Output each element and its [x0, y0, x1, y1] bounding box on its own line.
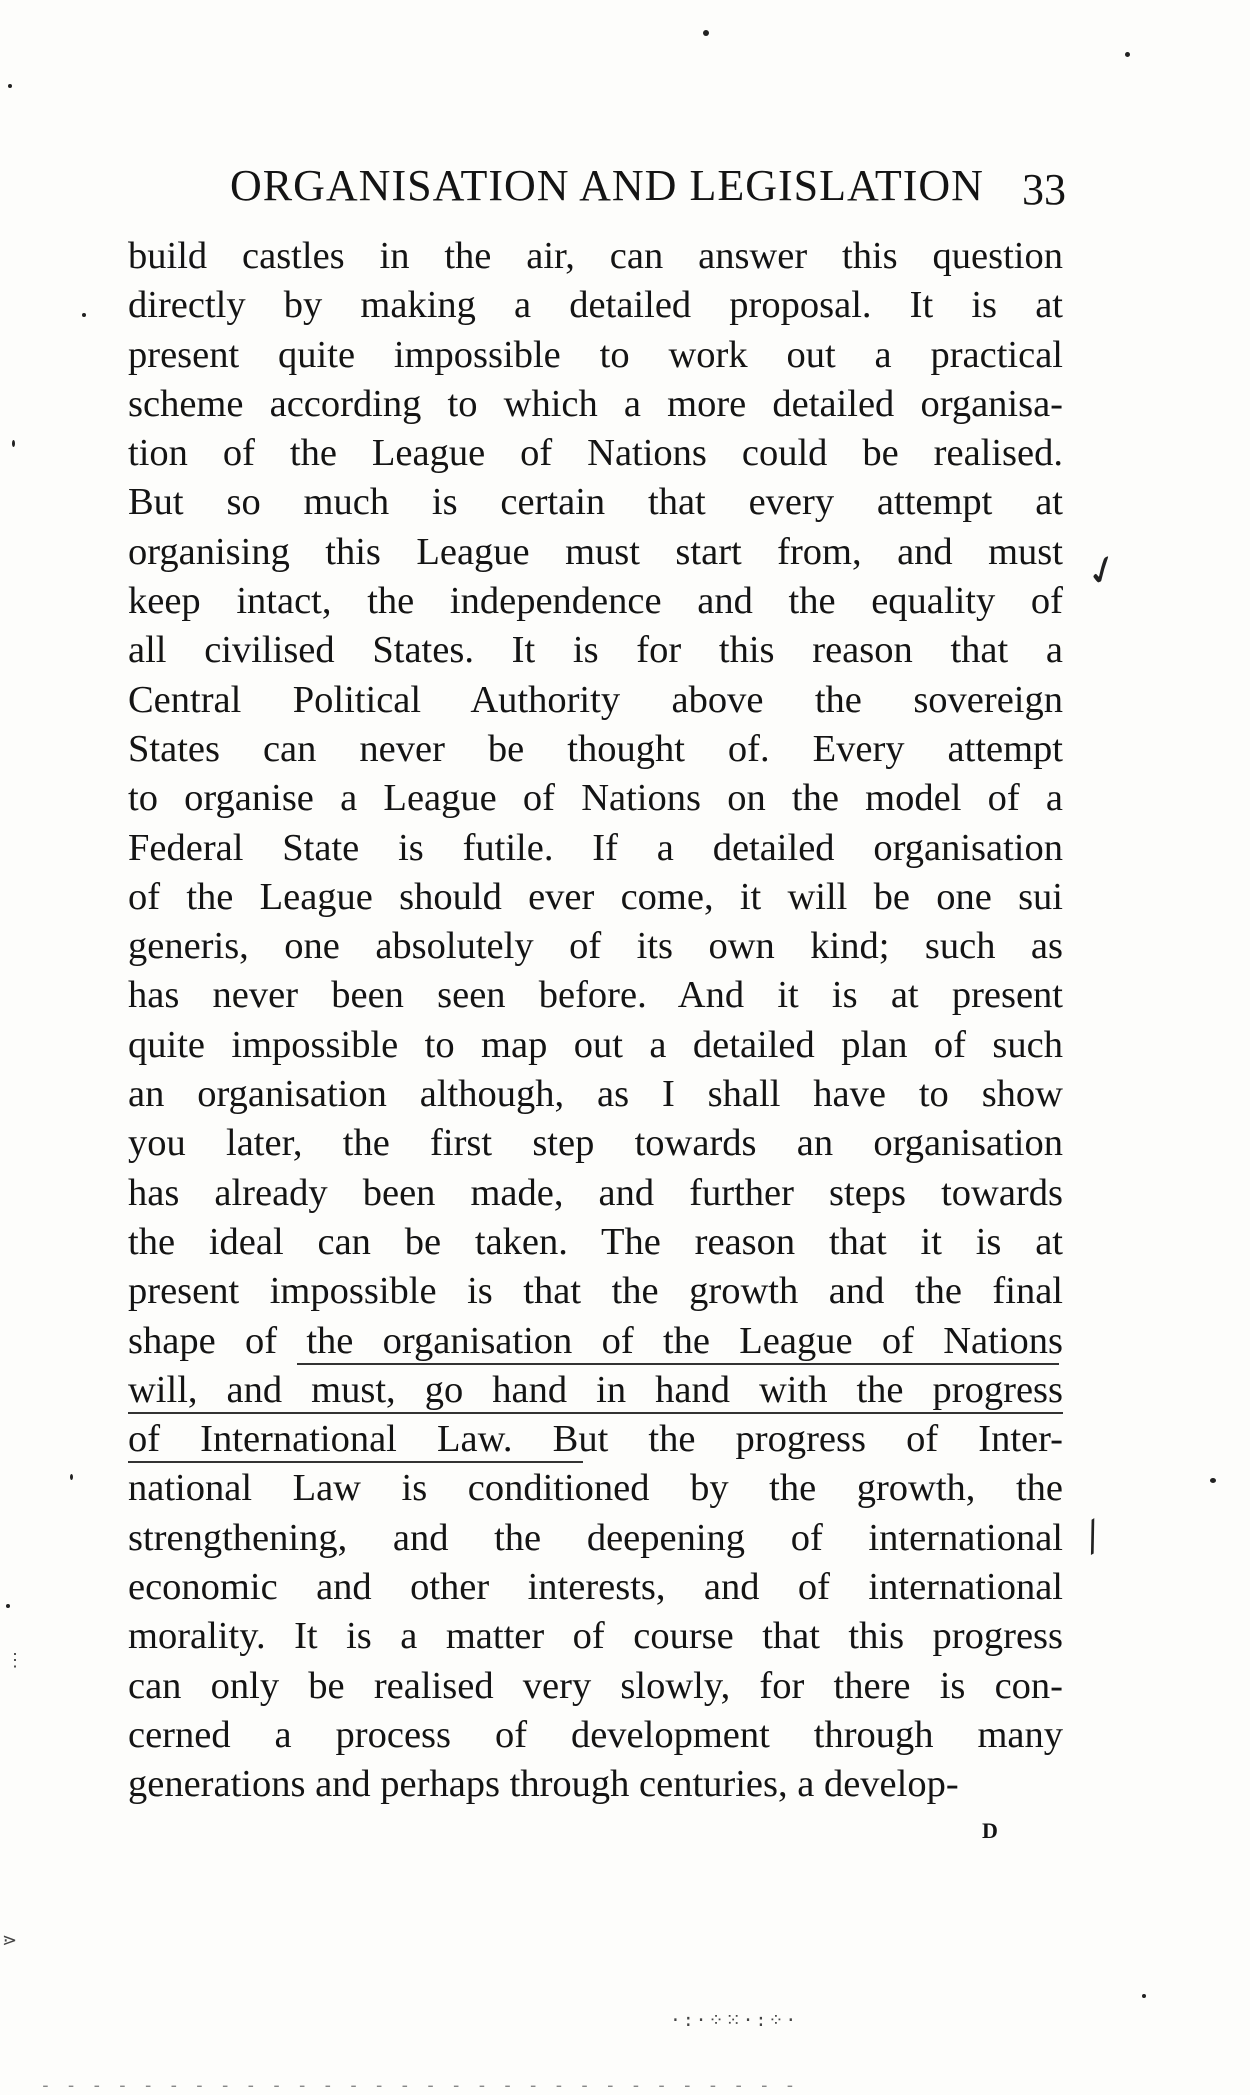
scan-speck [703, 30, 709, 36]
text-line: of International Law. But the progress of Inter- [128, 1418, 1063, 1461]
text-line: generis, one absolutely of its own kind; such as [128, 925, 1063, 968]
text-line: scheme according to which a more detailed organisa- [128, 382, 1063, 425]
text-line: you later, the first step towards an organisation [128, 1122, 1063, 1165]
running-title: ORGANISATION AND LEGISLATION [230, 161, 984, 210]
text-line: can only be realised very slowly, for there is con- [128, 1664, 1063, 1707]
text-line: present impossible is that the growth and the final [128, 1270, 1063, 1313]
scan-speck [1210, 1478, 1216, 1483]
text-line: an organisation although, as I shall have to show [128, 1073, 1063, 1116]
page-number: 33 [1022, 165, 1066, 214]
scan-speck [82, 313, 86, 317]
text-line: present quite impossible to work out a practical [128, 333, 1063, 376]
text-line: directly by making a detailed proposal. It is at [128, 284, 1063, 327]
scan-noise: ⋗ [2, 1930, 20, 1951]
text-line: Federal State is futile. If a detailed organisation [128, 826, 1063, 869]
scan-speck [12, 440, 15, 447]
scan-speck [6, 1604, 10, 1608]
pencil-underline [297, 1363, 1059, 1365]
text-line: national Law is conditioned by the growth, the [128, 1467, 1063, 1510]
scan-speck [1142, 1994, 1146, 1998]
text-line: Central Political Authority above the sovereign [128, 678, 1063, 721]
text-line: tion of the League of Nations could be realised. [128, 432, 1063, 475]
text-line: all civilised States. It is for this reason that a [128, 629, 1063, 672]
text-line: of the League should ever come, it will be one sui [128, 875, 1063, 918]
text-line: the ideal can be taken. The reason that it is at [128, 1220, 1063, 1263]
text-line: States can never be thought of. Every attempt [128, 727, 1063, 770]
text-line: build castles in the air, can answer this question [128, 235, 1063, 277]
scan-noise: ·:·⁘⁙·:⁘· [670, 2010, 799, 2031]
text-line: cerned a process of development through many [128, 1713, 1063, 1756]
check-mark-icon: ✓ [1079, 543, 1127, 599]
text-line: strengthening, and the deepening of international [128, 1516, 1063, 1559]
scan-speck [70, 1474, 73, 1480]
text-line: shape of the organisation of the League of Nations [128, 1319, 1063, 1362]
text-line: will, and must, go hand in hand with the progress [128, 1368, 1063, 1411]
pencil-underline [128, 1461, 583, 1463]
text-line: organising this League must start from, and must [128, 530, 1063, 573]
text-line: morality. It is a matter of course that this progress [128, 1615, 1063, 1658]
text-line: But so much is certain that every attempt at [128, 481, 1063, 524]
text-line: keep intact, the independence and the equality of [128, 580, 1063, 623]
text-line: to organise a League of Nations on the model of a [128, 777, 1063, 820]
signature-mark: D [982, 1818, 999, 1843]
scan-speck [8, 84, 12, 88]
text-line: has never been seen before. And it is at present [128, 974, 1063, 1017]
check-mark-icon: ⁄ [1078, 1516, 1108, 1560]
text-line: quite impossible to map out a detailed plan of such [128, 1023, 1063, 1066]
scan-noise: ⋮ [6, 1650, 26, 1671]
scan-speck [1125, 52, 1130, 57]
scan-noise: ‐ ‐ ‐ ‐ ‐ ‐ ‐ ‐ ‐ ‐ ‐ ‐ ‐ ‐ ‐ ‐ ‐ ‐ ‐ ‐ ‐ ‐ ‐ ‐ ‐ ‐ ‐ ‐ ‐ ‐ [40, 2075, 798, 2096]
text-line: economic and other interests, and of international [128, 1566, 1063, 1609]
body-text [128, 232, 1063, 1810]
pencil-underline [128, 1412, 1063, 1414]
text-line: has already been made, and further steps towards [128, 1171, 1063, 1214]
text-line: generations and perhaps through centuries, a develop- [128, 1763, 959, 1806]
